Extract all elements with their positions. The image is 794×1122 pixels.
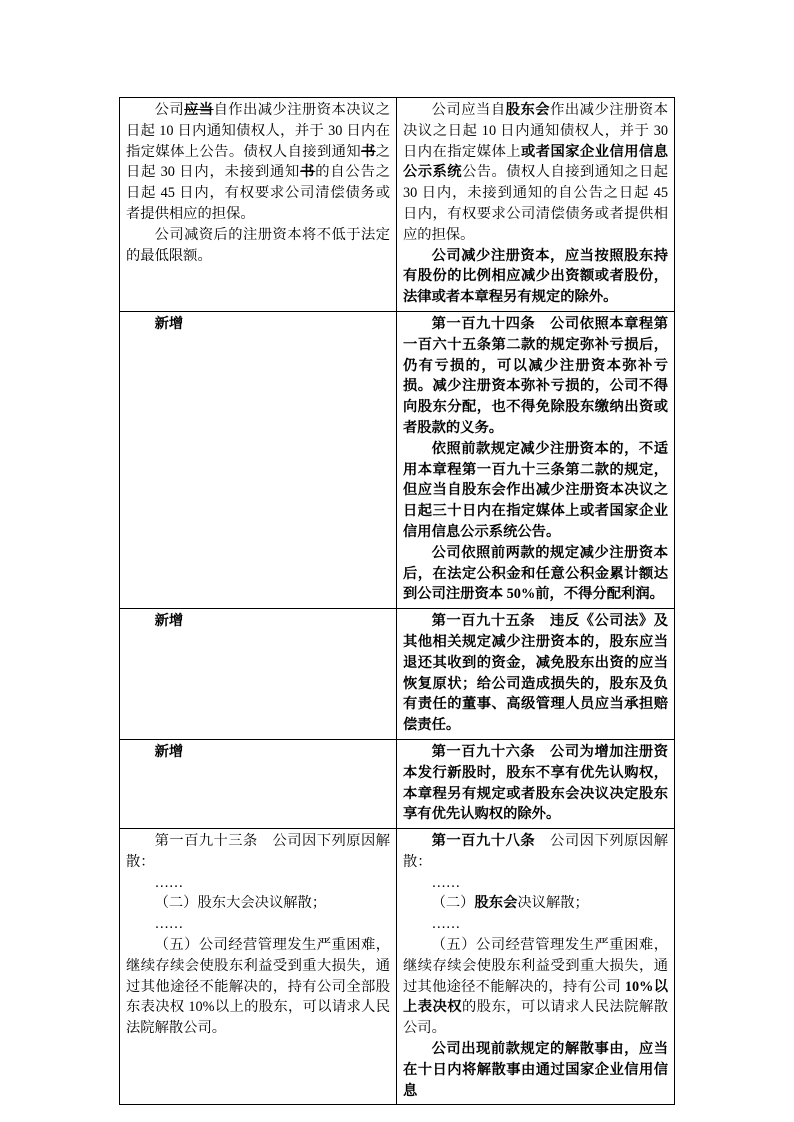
text-run: 公告。债权人自接到通知之日起 30 日内，未接到通知的自公告之日起 45 日内，有权要求公司清偿债务或者提供相应的担保。 — [403, 164, 669, 243]
old-text-cell — [120, 98, 397, 311]
paragraph — [126, 893, 390, 914]
text-run: …… — [154, 916, 184, 933]
text-run: 第一百九十四条 公司依照本章程第一百六十五条第二款的规定弥补亏损后，仍有亏损的，可以减少注册资本弥补亏损。减少注册资本弥补亏损的，公司不得向股东分配，也不得免除股东缴纳出资或者股款的义务。 — [403, 315, 668, 436]
paragraph — [403, 742, 668, 825]
text-run: 依照前款规定减少注册资本的，不适用本章程第一百九十三条第二款的规定，但应当自股东会作出减少注册资本决议之日起三十日内在指定媒体上或者国家企业信用信息公示系统公告。 — [403, 440, 668, 540]
text-run: …… — [431, 874, 461, 891]
text-run: 第一百九十三条 公司因下列原因解散： — [126, 833, 390, 870]
table-row — [120, 608, 674, 739]
paragraph — [403, 100, 668, 246]
paragraph — [126, 831, 390, 873]
text-run: …… — [431, 916, 461, 933]
text-run: 新增 — [154, 743, 184, 760]
text-run: 股东会 — [505, 102, 551, 118]
text-run: （二）股东大会决议解散； — [154, 895, 327, 912]
old-text-cell — [120, 312, 397, 608]
text-run: 公司出现前款规定的解散事由，应当在十日内将解散事由通过国家企业信用信息 — [403, 1041, 668, 1099]
paragraph — [403, 935, 668, 1039]
table-row — [120, 98, 674, 311]
text-run: 新增 — [154, 315, 184, 332]
text-run: 10%以上表决权 — [403, 978, 669, 1016]
text-run: 或者国家企业信用信息公示系统 — [403, 143, 669, 181]
comparison-table — [119, 97, 675, 1105]
text-run: 公司 — [154, 102, 185, 118]
paragraph — [403, 1039, 668, 1101]
paragraph — [403, 246, 668, 308]
text-run: 公司减资后的注册资本将不低于法定的最低限额。 — [126, 226, 390, 264]
text-run: （二） — [431, 895, 475, 912]
new-text-cell — [397, 609, 674, 739]
table-row — [120, 739, 674, 828]
new-text-cell — [397, 740, 674, 828]
text-run: 决议解散； — [517, 895, 589, 912]
text-run: 之日起 30 日内，未接到通知 — [126, 143, 391, 181]
text-run: 公司应当自 — [431, 102, 506, 118]
text-run: 的自公告之日起 45 日内，有权要求公司清偿债务或者提供相应的担保。 — [126, 164, 390, 222]
text-run: 公司依照前两款的规定减少注册资本后，在法定公积金和任意公积金累计额达到公司注册资本 50%前，不得分配利润。 — [403, 544, 668, 603]
text-run: 第一百九十五条 违反《公司法》及其他相关规定减少注册资本的，股东应当退还其收到的资金，减免股东出资的应当恢复原状；给公司造成损失的，股东及负有责任的董事、高级管理人员应当承担赔偿责任。 — [403, 613, 668, 734]
paragraph — [126, 225, 390, 267]
text-run: （五）公司经营管理发生严重困难，继续存续会使股东利益受到重大损失，通过其他途径不能解决的，持有公司全部股东表决权 10%以上的股东，可以请求人民法院解散公司。 — [126, 937, 390, 1037]
paragraph — [403, 314, 668, 439]
paragraph — [403, 893, 668, 914]
old-text-cell — [120, 609, 397, 739]
paragraph — [126, 873, 390, 894]
text-run: 书 — [361, 143, 376, 160]
text-run: 公司减少注册资本，应当按照股东持有股份的比例相应减少出资额或者股份，法律或者本章程另有规定的除外。 — [403, 247, 668, 306]
paragraph — [403, 543, 668, 605]
text-run: 股东会 — [474, 895, 518, 912]
new-text-cell — [397, 98, 674, 311]
paragraph — [403, 439, 668, 543]
paragraph — [403, 831, 668, 873]
new-text-cell — [397, 829, 674, 1104]
paragraph — [403, 914, 668, 935]
text-run: 第一百九十八条 — [431, 833, 536, 850]
text-run: 第一百九十六条 公司为增加注册资本发行新股时，股东不享有优先认购权，本章程另有规定或者股东会决议决定股东享有优先认购权的除外。 — [403, 743, 668, 823]
paragraph — [126, 935, 390, 1039]
paragraph — [403, 611, 668, 736]
table-row — [120, 828, 674, 1104]
text-run: 应当 — [184, 102, 214, 118]
text-run: 作出减少注册资本决议之日起 10 日内通知债权人，并于 30 日内在指定媒体上 — [403, 102, 669, 160]
paragraph — [126, 314, 390, 335]
text-run: 书 — [300, 164, 316, 181]
text-run: 的股东，可以请求人民法院解散公司。 — [403, 999, 669, 1037]
text-run: …… — [154, 874, 184, 891]
paragraph — [403, 873, 668, 894]
new-text-cell — [397, 312, 674, 608]
text-run: 公司因下列原因解散： — [403, 833, 669, 870]
table-row — [120, 311, 674, 608]
old-text-cell — [120, 740, 397, 828]
text-run: （五）公司经营管理发生严重困难，继续存续会使股东利益受到重大损失，通过其他途径不能解决的，持有公司 — [403, 937, 668, 995]
text-run: 新增 — [154, 613, 184, 630]
paragraph — [126, 914, 390, 935]
paragraph — [126, 100, 390, 225]
text-run: 自作出减少注册资本决议之日起 10 日内通知债权人，并于 30 日内在指定媒体上公告。债权人自接到通知 — [126, 102, 391, 160]
paragraph — [126, 611, 390, 632]
paragraph — [126, 742, 390, 763]
old-text-cell — [120, 829, 397, 1104]
